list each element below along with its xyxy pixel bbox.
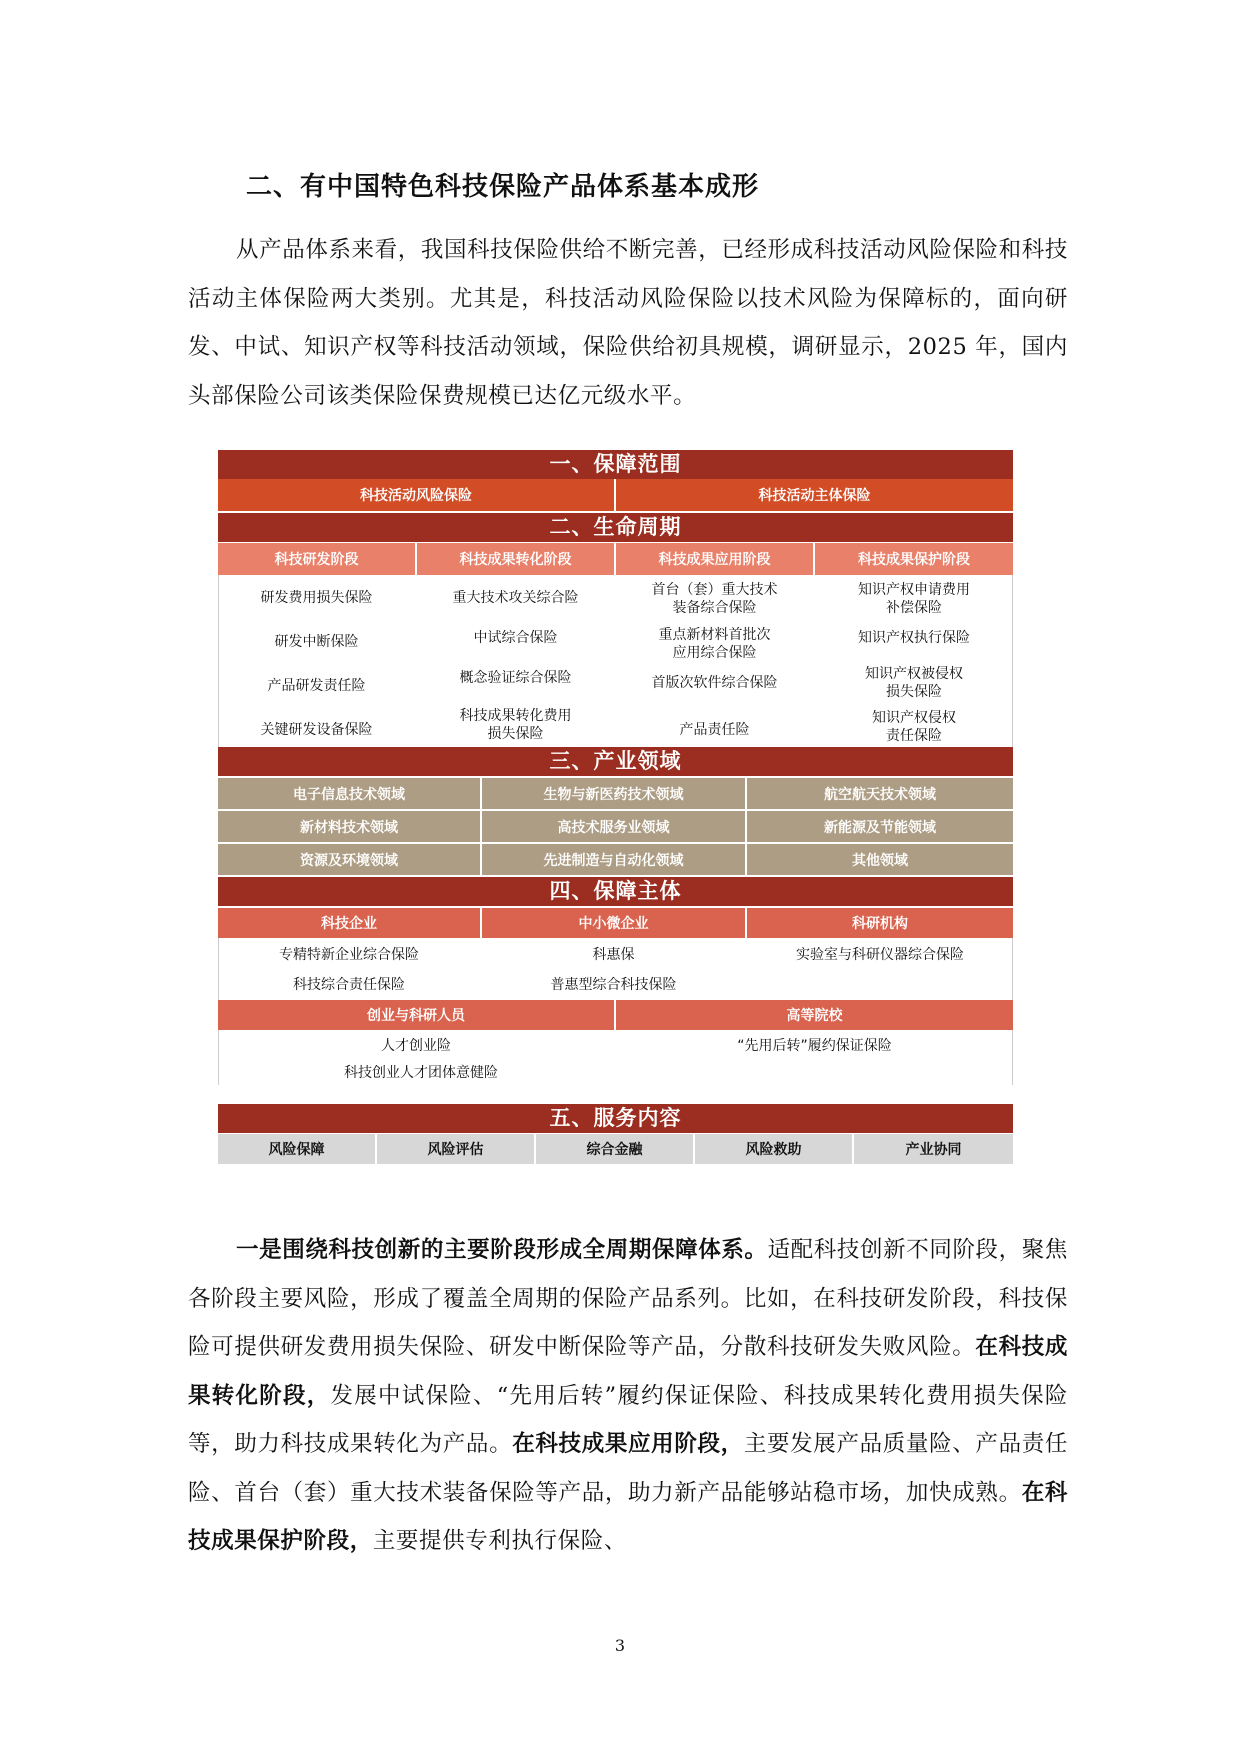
item-ip-infringement-liability: 知识产权侵权 责任保险	[872, 710, 956, 744]
item-new-materials: 重点新材料首批次 应用综合保险	[658, 627, 771, 661]
stage-application: 科技成果应用阶段	[616, 543, 813, 575]
item-concept-verify: 概念验证综合保险	[459, 670, 572, 686]
service-risk-relief: 风险救助	[695, 1134, 852, 1164]
field-manufacturing: 先进制造与自动化领域	[482, 844, 745, 875]
service-integrated-finance: 综合金融	[536, 1134, 693, 1164]
lifecycle-paragraph	[188, 1226, 1068, 1566]
banner-industries: 三、产业领域	[218, 747, 1013, 776]
item-rnd-interrupt: 研发中断保险	[274, 634, 359, 650]
entity-entrepreneurs-researchers: 创业与科研人员	[218, 1000, 614, 1030]
item-rnd-liability: 产品研发责任险	[267, 678, 366, 694]
section-heading: 二、有中国特色科技保险产品体系基本成形	[246, 172, 760, 202]
field-hitech-services: 高技术服务业领域	[482, 811, 745, 842]
item-transform-cost: 科技成果转化费用 损失保险	[459, 708, 572, 742]
item-first-software: 首版次软件综合保险	[651, 675, 778, 691]
banner-services: 五、服务内容	[218, 1104, 1013, 1133]
field-energy: 新能源及节能领域	[747, 811, 1013, 842]
intro-paragraph	[188, 226, 1068, 420]
entity-universities: 高等院校	[616, 1000, 1013, 1030]
page-number: 3	[614, 1636, 626, 1655]
item-ip-infringed: 知识产权被侵权 损失保险	[865, 666, 963, 700]
item-group-accident-health: 科技创业人才团体意健险	[344, 1065, 498, 1081]
item-first-set-equipment: 首台（套）重大技术 装备综合保险	[651, 582, 778, 616]
item-lab-instrument: 实验室与科研仪器综合保险	[796, 947, 964, 963]
banner-coverage: 一、保障范围	[218, 450, 1013, 479]
cat-activity-entity: 科技活动主体保险	[616, 479, 1013, 511]
service-risk-assessment: 风险评估	[377, 1134, 534, 1164]
item-rnd-cost-loss: 研发费用损失保险	[260, 590, 373, 606]
item-pilot-test: 中试综合保险	[473, 630, 558, 646]
stage-protection: 科技成果保护阶段	[815, 543, 1013, 575]
item-ip-application: 知识产权申请费用 补偿保险	[858, 582, 970, 616]
item-talent-startup: 人才创业险	[381, 1038, 451, 1054]
insurance-framework-diagram	[218, 450, 1013, 1162]
lifecycle-text: 一是围绕科技创新的主要阶段形成全周期保障体系。适配科技创新不同阶段，聚焦各阶段主要风险，形成了覆盖全周期的保险产品系列。比如，在科技研发阶段，科技保险可提供研发费用损失保险、研发中断保险等产品，分散科技研发失败风险。在科技成果转化阶段，发展中试保险、“先用后转”履约保证保险、科技成果转化费用损失保险等，助力科技成果转化为产品。在科技成果应用阶段，主要发展产品质量险、产品责任险、首台（套）重大技术装备保险等产品，助力新产品能够站稳市场，加快成熟。在科技成果保护阶段，主要提供专利执行保险、	[188, 1237, 1068, 1554]
service-risk-protection: 风险保障	[218, 1134, 375, 1164]
item-specialized-enterprise: 专精特新企业综合保险	[279, 947, 419, 963]
field-electronics: 电子信息技术领域	[218, 778, 480, 809]
item-inclusive-tech: 普惠型综合科技保险	[550, 977, 677, 993]
cat-activity-risk: 科技活动风险保险	[218, 479, 614, 511]
entity-sme: 中小微企业	[482, 908, 745, 938]
service-industry-synergy: 产业协同	[854, 1134, 1013, 1164]
field-materials: 新材料技术领域	[218, 811, 480, 842]
entity-research-institute: 科研机构	[747, 908, 1013, 938]
field-aerospace: 航空航天技术领域	[747, 778, 1013, 809]
banner-lifecycle: 二、生命周期	[218, 513, 1013, 542]
item-rnd-equipment: 关键研发设备保险	[260, 722, 373, 738]
banner-entities: 四、保障主体	[218, 877, 1013, 906]
item-product-liability: 产品责任险	[679, 722, 750, 738]
item-tech-liability: 科技综合责任保险	[293, 977, 405, 993]
item-tech-tackling: 重大技术攻关综合险	[452, 590, 579, 606]
entity-tech-enterprise: 科技企业	[218, 908, 480, 938]
item-kehuibao: 科惠保	[592, 947, 635, 963]
field-environment: 资源及环境领域	[218, 844, 480, 875]
field-biomed: 生物与新医药技术领域	[482, 778, 745, 809]
item-ip-enforcement: 知识产权执行保险	[858, 630, 970, 646]
stage-rnd: 科技研发阶段	[218, 543, 415, 575]
item-use-first-transfer: “先用后转”履约保证保险	[737, 1038, 892, 1054]
stage-transform: 科技成果转化阶段	[417, 543, 614, 575]
intro-text: 从产品体系来看，我国科技保险供给不断完善，已经形成科技活动风险保险和科技活动主体保险两大类别。尤其是，科技活动风险保险以技术风险为保障标的，面向研发、中试、知识产权等科技活动领域，保险供给初具规模，调研显示，2025 年，国内头部保险公司该类保险保费规模已达亿元级水平。	[188, 237, 1068, 409]
field-other: 其他领域	[747, 844, 1013, 875]
